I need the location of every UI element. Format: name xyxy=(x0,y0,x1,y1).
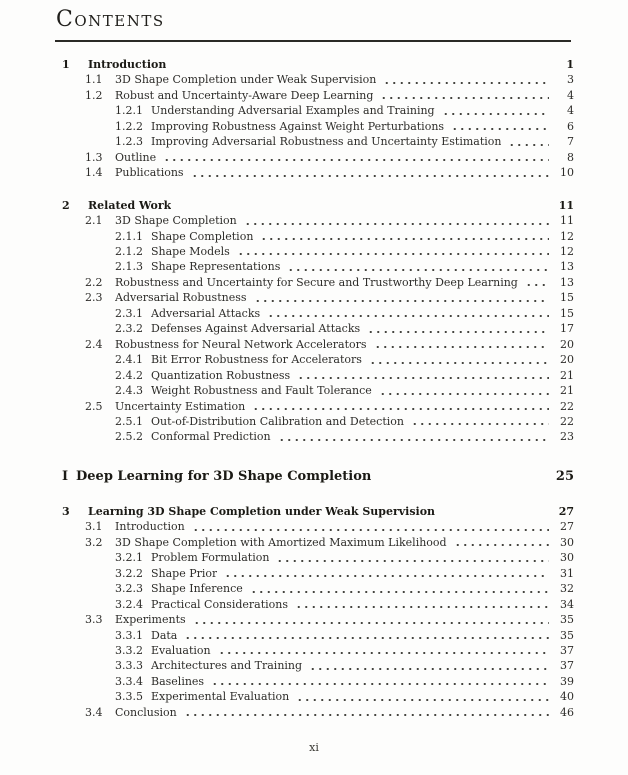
entry-number: 3.2.2 xyxy=(115,566,143,580)
entry-page: 17 xyxy=(560,322,574,336)
dot-leader xyxy=(374,346,549,348)
entry-title: Adversarial Attacks xyxy=(151,306,261,320)
dot-leader xyxy=(252,408,549,410)
toc-entry xyxy=(62,535,574,550)
dot-leader xyxy=(369,362,549,364)
toc-entry xyxy=(62,198,574,213)
entry-number: 3.2 xyxy=(85,535,103,549)
dot-leader xyxy=(454,544,549,546)
toc-entry xyxy=(62,306,574,321)
toc-entry xyxy=(62,581,574,596)
entry-title: Adversarial Robustness xyxy=(115,291,247,305)
dot-leader xyxy=(218,652,549,654)
entry-number: 3.3.3 xyxy=(115,659,143,673)
toc-entry xyxy=(62,134,574,149)
toc-entry xyxy=(62,383,574,398)
dot-leader xyxy=(244,223,549,225)
entry-page: 7 xyxy=(567,135,574,149)
dot-leader xyxy=(309,668,549,670)
entry-title: Conformal Prediction xyxy=(151,430,271,444)
entry-title: Bit Error Robustness for Accelerators xyxy=(151,353,362,367)
entry-title: Evaluation xyxy=(151,643,211,657)
page-number-footer: xi xyxy=(309,741,319,754)
entry-page: 20 xyxy=(560,353,574,367)
entry-page: 4 xyxy=(567,88,574,102)
dot-leader xyxy=(296,699,549,701)
entry-title: Improving Robustness Against Weight Perturbations xyxy=(151,119,445,133)
entry-number: 2.5.1 xyxy=(115,414,143,428)
entry-page: 32 xyxy=(560,582,574,596)
dot-leader xyxy=(508,144,549,146)
page-title: Contents xyxy=(56,7,165,32)
entry-number: 3.4 xyxy=(85,705,103,719)
entry-title: Quantization Robustness xyxy=(151,368,291,382)
toc-entry xyxy=(62,566,574,581)
entry-page: 46 xyxy=(560,705,574,719)
dot-leader xyxy=(250,591,549,593)
toc-entry xyxy=(62,103,574,118)
toc-entry xyxy=(62,229,574,244)
entry-number: 3.3 xyxy=(85,613,103,627)
toc-entry xyxy=(62,519,574,534)
entry-number: 2 xyxy=(62,198,70,212)
toc-entry xyxy=(62,213,574,228)
entry-page: 37 xyxy=(560,659,574,673)
toc-entry xyxy=(62,705,574,720)
entry-title: Architectures and Training xyxy=(151,659,303,673)
entry-number: 2.1.2 xyxy=(115,244,143,258)
entry-title: Experiments xyxy=(115,613,186,627)
entry-title: Defenses Against Adversarial Attacks xyxy=(151,322,361,336)
toc-entry xyxy=(62,468,574,485)
toc-entry xyxy=(62,119,574,134)
toc-entry xyxy=(62,399,574,414)
entry-page: 37 xyxy=(560,643,574,657)
entry-page: 22 xyxy=(560,399,574,413)
entry-title: Conclusion xyxy=(115,705,177,719)
entry-number: 2.1.1 xyxy=(115,229,143,243)
entry-page: 12 xyxy=(560,229,574,243)
entry-title: Shape Completion xyxy=(151,229,254,243)
entry-page: 22 xyxy=(560,414,574,428)
dot-leader xyxy=(442,513,549,515)
toc-entry xyxy=(62,337,574,352)
entry-page: 35 xyxy=(560,628,574,642)
entry-title: Improving Adversarial Robustness and Uncertainty Estimation xyxy=(151,135,502,149)
entry-title: 3D Shape Completion under Weak Supervision xyxy=(115,73,377,87)
entry-page: 25 xyxy=(555,468,574,484)
entry-number: 1.2.2 xyxy=(115,119,143,133)
entry-number: 2.1 xyxy=(85,214,103,228)
entry-page: 4 xyxy=(567,104,574,118)
entry-title: Robust and Uncertainty-Aware Deep Learning xyxy=(115,88,374,102)
entry-number: 3.2.4 xyxy=(115,597,143,611)
entry-number: 3.2.3 xyxy=(115,582,143,596)
entry-title: Out-of-Distribution Calibration and Detection xyxy=(151,414,404,428)
toc-entry xyxy=(62,414,574,429)
dot-leader xyxy=(276,560,549,562)
entry-page: 35 xyxy=(560,613,574,627)
toc-entry xyxy=(62,689,574,704)
entry-page: 39 xyxy=(560,674,574,688)
entry-number: 3.2.1 xyxy=(115,551,143,565)
entry-title: Introduction xyxy=(88,58,167,71)
toc-entry xyxy=(62,643,574,658)
entry-number: 3 xyxy=(62,504,70,518)
dot-leader xyxy=(411,423,549,425)
toc-entry xyxy=(62,352,574,367)
entry-page: 27 xyxy=(558,504,574,518)
entry-page: 13 xyxy=(560,275,574,289)
entry-number: 2.3.2 xyxy=(115,322,143,336)
dot-leader xyxy=(267,315,549,317)
dot-leader xyxy=(163,159,549,161)
dot-leader xyxy=(525,284,549,286)
entry-title: Robustness for Neural Network Accelerators xyxy=(115,337,367,351)
entry-title: Shape Prior xyxy=(151,566,218,580)
entry-title: 3D Shape Completion with Amortized Maximum Likelihood xyxy=(115,535,447,549)
toc-entry xyxy=(62,290,574,305)
entry-page: 6 xyxy=(567,119,574,133)
toc-entry xyxy=(62,72,574,87)
entry-title: Introduction xyxy=(115,520,185,534)
entry-page: 11 xyxy=(560,214,574,228)
toc-entry xyxy=(62,244,574,259)
entry-page: 30 xyxy=(560,535,574,549)
toc-entry xyxy=(62,88,574,103)
entry-number: 2.5 xyxy=(85,399,103,413)
entry-page: 21 xyxy=(560,384,574,398)
toc-entry xyxy=(62,165,574,180)
entry-number: 2.4.2 xyxy=(115,368,143,382)
entry-title: Shape Inference xyxy=(151,582,243,596)
toc-entry xyxy=(62,550,574,565)
toc-entry xyxy=(62,368,574,383)
entry-title: 3D Shape Completion xyxy=(115,214,237,228)
dot-leader xyxy=(367,331,549,333)
toc-entry xyxy=(62,429,574,444)
entry-number: 2.1.3 xyxy=(115,260,143,274)
entry-number: 2.2 xyxy=(85,275,103,289)
dot-leader xyxy=(451,128,549,130)
entry-title: Weight Robustness and Fault Tolerance xyxy=(151,384,372,398)
entry-number: 3.3.1 xyxy=(115,628,143,642)
entry-title: Uncertainty Estimation xyxy=(115,399,246,413)
entry-number: 3.3.2 xyxy=(115,643,143,657)
entry-title: Outline xyxy=(115,150,157,164)
entry-title: Shape Models xyxy=(151,244,230,258)
dot-leader xyxy=(442,113,549,115)
dot-leader xyxy=(191,175,549,177)
table-of-contents xyxy=(62,57,574,720)
dot-leader xyxy=(380,97,549,99)
dot-leader xyxy=(178,207,549,209)
toc-entry xyxy=(62,612,574,627)
entry-number: 1 xyxy=(62,58,70,71)
entry-title: Problem Formulation xyxy=(151,551,270,565)
entry-number: 2.4.3 xyxy=(115,384,143,398)
dot-leader xyxy=(173,66,549,68)
entry-title: Understanding Adversarial Examples and Training xyxy=(151,104,435,118)
dot-leader xyxy=(379,393,549,395)
entry-page: 3 xyxy=(567,73,574,87)
entry-page: 1 xyxy=(566,58,574,71)
entry-page: 15 xyxy=(560,306,574,320)
entry-number: I xyxy=(62,468,69,484)
toc-entry xyxy=(62,504,574,519)
entry-page: 10 xyxy=(560,166,574,180)
entry-number: 1.2.3 xyxy=(115,135,143,149)
toc-entry xyxy=(62,674,574,689)
entry-number: 3.3.5 xyxy=(115,690,143,704)
dot-leader xyxy=(278,439,549,441)
entry-title: Baselines xyxy=(151,674,205,688)
entry-number: 1.4 xyxy=(85,166,103,180)
dot-leader xyxy=(224,575,549,577)
entry-number: 1.3 xyxy=(85,150,103,164)
dot-leader xyxy=(193,622,549,624)
dot-leader xyxy=(211,683,549,685)
entry-number: 1.2 xyxy=(85,88,103,102)
title-rule xyxy=(55,40,571,42)
entry-page: 20 xyxy=(560,337,574,351)
entry-page: 12 xyxy=(560,244,574,258)
entry-page: 30 xyxy=(560,551,574,565)
entry-number: 2.3 xyxy=(85,291,103,305)
toc-entry xyxy=(62,321,574,336)
entry-page: 31 xyxy=(560,566,574,580)
entry-number: 3.3.4 xyxy=(115,674,143,688)
dot-leader xyxy=(192,529,549,531)
entry-page: 34 xyxy=(560,597,574,611)
entry-page: 11 xyxy=(558,198,574,212)
toc-entry xyxy=(62,597,574,612)
entry-title: Deep Learning for 3D Shape Completion xyxy=(76,468,372,484)
entry-title: Learning 3D Shape Completion under Weak Supervision xyxy=(88,504,436,518)
toc-entry xyxy=(62,259,574,274)
entry-title: Related Work xyxy=(88,198,172,212)
entry-page: 40 xyxy=(560,690,574,704)
dot-leader xyxy=(383,82,549,84)
entry-number: 2.3.1 xyxy=(115,306,143,320)
entry-title: Shape Representations xyxy=(151,260,281,274)
dot-leader xyxy=(184,714,549,716)
dot-leader xyxy=(287,269,549,271)
entry-number: 2.5.2 xyxy=(115,430,143,444)
entry-number: 2.4.1 xyxy=(115,353,143,367)
entry-page: 13 xyxy=(560,260,574,274)
entry-number: 1.2.1 xyxy=(115,104,143,118)
dot-leader xyxy=(295,606,549,608)
entry-title: Publications xyxy=(115,166,184,180)
dot-leader xyxy=(297,377,549,379)
entry-number: 2.4 xyxy=(85,337,103,351)
dot-leader xyxy=(260,238,549,240)
toc-entry xyxy=(62,628,574,643)
dot-leader xyxy=(254,300,549,302)
dot-leader xyxy=(378,479,547,481)
entry-page: 21 xyxy=(560,368,574,382)
entry-title: Robustness and Uncertainty for Secure and Trustworthy Deep Learning xyxy=(115,275,518,289)
toc-entry xyxy=(62,275,574,290)
entry-title: Practical Considerations xyxy=(151,597,288,611)
entry-page: 23 xyxy=(560,430,574,444)
dot-leader xyxy=(184,637,549,639)
entry-title: Experimental Evaluation xyxy=(151,690,290,704)
toc-entry xyxy=(62,57,574,72)
entry-page: 27 xyxy=(560,520,574,534)
entry-number: 1.1 xyxy=(85,73,103,87)
toc-entry xyxy=(62,658,574,673)
entry-title: Data xyxy=(151,628,178,642)
entry-page: 15 xyxy=(560,291,574,305)
dot-leader xyxy=(237,253,549,255)
entry-page: 8 xyxy=(567,150,574,164)
toc-entry xyxy=(62,150,574,165)
entry-number: 3.1 xyxy=(85,520,103,534)
